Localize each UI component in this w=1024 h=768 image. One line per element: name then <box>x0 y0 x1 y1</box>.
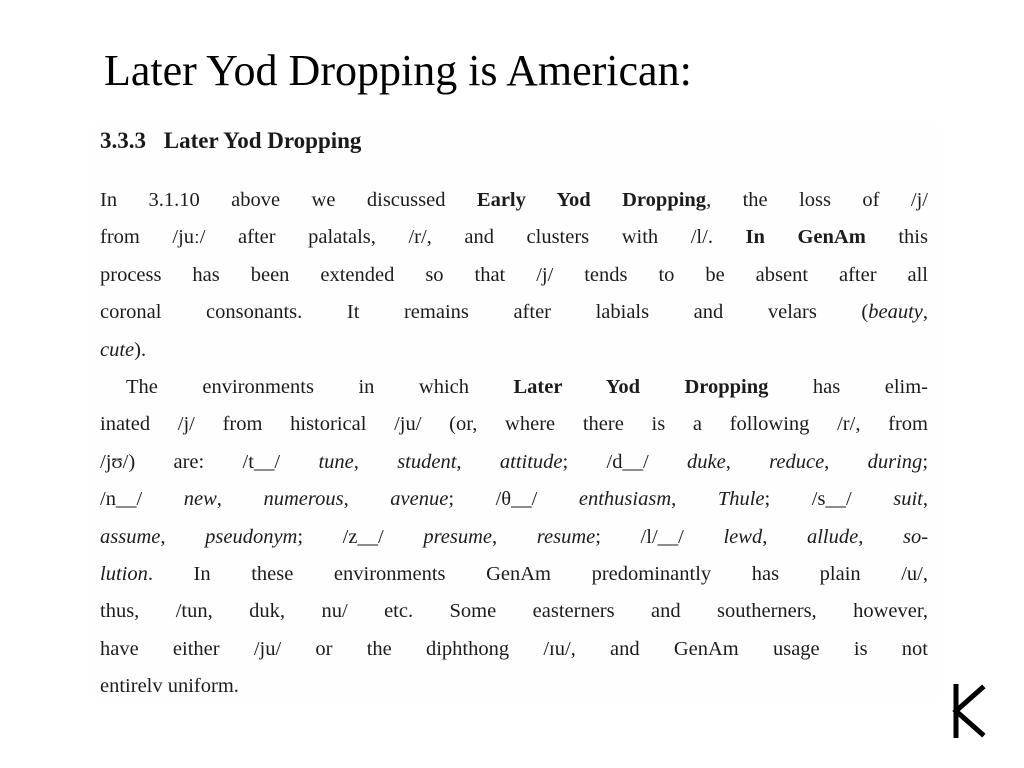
text-line <box>100 444 928 481</box>
text-run: duke <box>687 450 726 473</box>
text-run: ; /θ__/ <box>448 488 579 511</box>
text-run: In GenAm <box>745 226 866 249</box>
text-run: suit <box>893 488 923 511</box>
text-run: , <box>343 488 391 511</box>
text-line <box>100 406 928 443</box>
text-run: allude <box>806 525 859 548</box>
paragraph-1 <box>100 182 928 369</box>
text-run: , <box>160 525 206 548</box>
text-run: , <box>858 525 903 548</box>
text-line <box>100 631 928 668</box>
text-run: The environments in which <box>126 376 514 398</box>
text-run: , <box>456 450 500 473</box>
text-run: pseudonym <box>205 525 298 548</box>
text-run: ; /z__/ <box>297 525 424 548</box>
text-run: student <box>397 450 457 473</box>
text-run: , <box>922 488 928 511</box>
text-run: /n__/ <box>100 488 184 511</box>
text-line <box>100 369 928 406</box>
text-line <box>100 556 928 593</box>
text-run: reduce <box>769 450 825 473</box>
text-run: presume <box>423 525 493 548</box>
text-run: /jʊ/) are: /t__/ <box>100 450 319 473</box>
text-line <box>100 332 928 369</box>
text-run: avenue <box>390 488 449 511</box>
book-excerpt <box>92 122 940 702</box>
text-run: entirelv uniform. <box>100 675 239 698</box>
text-run: cute <box>100 338 135 361</box>
paragraph-2 <box>100 369 928 702</box>
text-run: , the loss of /j/ <box>706 189 928 211</box>
text-run: ; /s__/ <box>764 488 894 511</box>
text-run: so- <box>902 525 929 548</box>
text-run: attitude <box>499 450 563 473</box>
section-title: Later Yod Dropping <box>163 128 362 153</box>
text-run: coronal consonants. It remains after labials and velars ( <box>100 301 869 324</box>
text-line <box>100 257 928 294</box>
text-line <box>100 294 928 331</box>
text-run: , <box>492 525 537 548</box>
text-line <box>100 481 928 518</box>
text-run: , <box>671 488 718 511</box>
text-run: Early Yod Dropping <box>476 189 707 211</box>
text-run: new <box>183 488 217 511</box>
text-run: has elim- <box>768 376 928 398</box>
text-run: Later Yod Dropping <box>513 376 769 398</box>
text-run: lution <box>100 562 148 585</box>
text-line <box>100 182 928 219</box>
text-line <box>100 519 928 556</box>
text-line <box>100 593 928 630</box>
stylized-k-logo-icon <box>950 684 986 738</box>
text-run: , <box>725 450 770 473</box>
text-run: lewd <box>723 525 763 548</box>
text-run: resume <box>536 525 596 548</box>
section-number: 3.3.3 <box>100 128 146 153</box>
text-run: ). <box>134 338 147 361</box>
text-run: ; /l/__/ <box>595 525 724 548</box>
text-run: , <box>922 301 928 324</box>
text-run: this <box>865 226 928 249</box>
text-run: Thule <box>717 488 765 511</box>
text-run: enthusiasm <box>578 488 672 511</box>
text-run: ; /d__/ <box>562 450 687 473</box>
text-run: beauty <box>868 301 923 324</box>
text-line <box>100 668 928 702</box>
text-run: numerous <box>263 488 344 511</box>
page-title: Later Yod Dropping is American: <box>104 46 692 95</box>
section-heading <box>100 128 361 154</box>
text-run: from /juː/ after palatals, /r/, and clusters with /l/. <box>100 226 746 249</box>
text-run: In 3.1.10 above we discussed <box>100 189 477 211</box>
text-run: , <box>216 488 264 511</box>
text-run: , <box>762 525 807 548</box>
text-run: inated /j/ from historical /ju/ (or, where there is a following /r/, from <box>100 413 928 436</box>
text-run: assume <box>100 525 161 548</box>
text-run: tune <box>318 450 354 473</box>
text-run: thus, /tun, duk, nu/ etc. Some easterners and southerners, however, <box>100 600 928 623</box>
text-run: have either /ju/ or the diphthong /ɪu/, and GenAm usage is not <box>100 637 928 660</box>
text-run: during <box>867 450 923 473</box>
text-run: , <box>824 450 868 473</box>
text-run: ; <box>922 450 929 473</box>
text-run: . In these environments GenAm predominantly has plain /u/, <box>147 562 928 585</box>
text-line <box>100 219 928 256</box>
text-run: process has been extended so that /j/ tends to be absent after all <box>100 263 928 286</box>
text-run: , <box>353 450 398 473</box>
